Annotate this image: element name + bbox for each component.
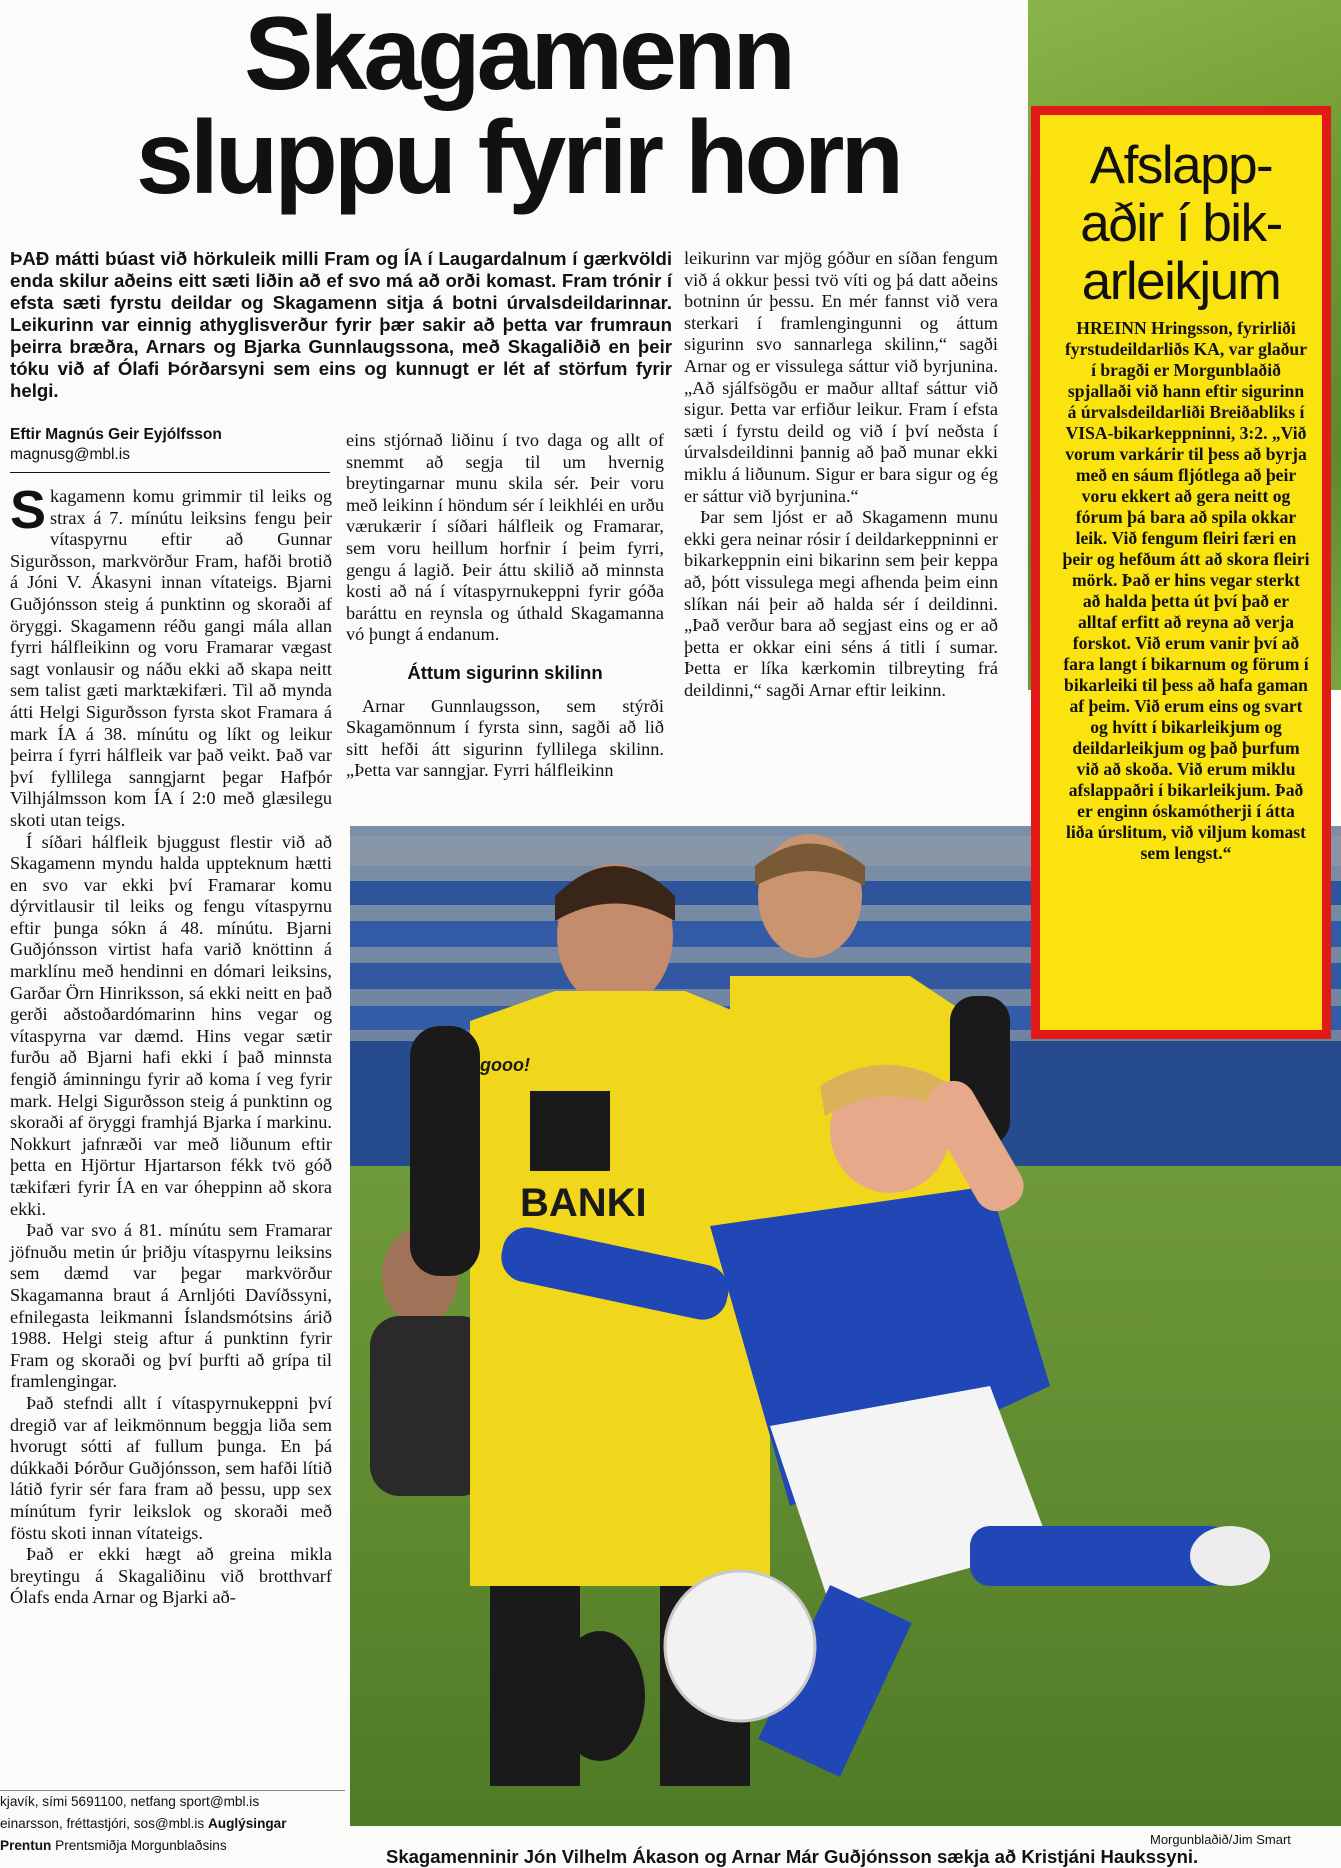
paragraph: Arnar Gunnlaugsson, sem stýrði Skagamönnum í fyrsta sinn, sagði að lið sitt hefði átt sigurinn fyllilega skilinn. „Þetta var sanngjar. Fyrri hálfleikinn	[346, 695, 664, 781]
sidebar-title-line: arleikjum	[1081, 252, 1281, 311]
paragraph: Það var svo á 81. mínútu sem Framarar jöfnuðu metin úr þriðju vítaspyrnu leiksins sem dæmd var þegar markvörður Skagamanna braut á Arnljóti Davíðssyni, efnilegasta leikmanni Íslandsmótsins árið 1988. Helgi steig aftur á punktinn fyrir Fram og skoraði og því þurfti að grípa til framlengingar.	[10, 1220, 332, 1392]
byline-email[interactable]: magnusg@mbl.is	[10, 446, 130, 463]
paragraph: Þar sem ljóst er að Skagamenn munu ekki gera neinar rósir í deildarkeppninni er bikarkeppnin eini bikarinn sem þeir keppa að, þótt vissulega megi afhenda þeim einn slíkan nái þeir að halda sér í deildinni. „Það verður bara að segjast eins og er að þetta er okkar eini séns á titli í sumar. Þetta er líka kærkomin tilbreyting frá deildinni,“ sagði Arnar eftir leikinn.	[684, 507, 998, 700]
footer-print-text: Prentsmiðja Morgunblaðsins	[55, 1838, 227, 1853]
article-column-3	[684, 248, 998, 701]
paragraph: leikurinn var mjög góður en síðan fengum við á okkur þessi tvö víti og þá datt aðeins botninn úr þessu. En mér fannst við vera sterkari í framlengingunni og áttum sigurinn svo sannarlega skilinn,“ sagði Arnar og er vissulega sáttur við byrjunina. „Að sjálfsögðu er maður alltaf sáttur við sigur. Þetta var erfiður leikur. Fram í efsta sæti í fyrstu deild og við í því neðsta í úrvalsdeildinni þannig að það munar ekki miklu á liðunum. Sigur er bara sigur og ég er sáttur við byrjunina.“	[684, 248, 998, 506]
paragraph-text: kagamenn komu grimmir til leiks og strax á 7. mínútu leiksins fengu þeir vítaspyrnu eftir að Gunnar Sigurðsson, markvörður Fram, hafði brotið á Jóni V. Ákasyni innan vítateigs. Bjarni Guðjónsson steig á punktinn og skoraði af öryggi. Skagamenn réðu gangi mála allan fyrri hálfleikinn og voru Framarar vægast sagt vonlausir og náðu ekki að skapa neitt sem talist gæti marktækifæri. Til að mynda átti Helgi Sigurðsson fyrsta skot Framara á mark ÍA á 38. mínútu og líkt og leikur þeirra í fyrri hálfleik var það veikt. Það var því fyllilega sanngjarnt þegar Hafþór Vilhjálmsson kom ÍA í 2:0 með glæsilegu skoti utan teigs.	[10, 486, 332, 830]
divider	[10, 472, 330, 473]
headline-line-1: Skagamenn	[244, 0, 792, 112]
shirt-sponsor-text: BANKI	[520, 1181, 647, 1225]
footer-ads-label: Auglýsingar	[207, 1816, 287, 1831]
paragraph: Það er ekki hægt að greina mikla breytingu á Skagaliðinu við brotthvarf Ólafs enda Arnar og Bjarki að-	[10, 1544, 332, 1608]
footer-print-line	[0, 1838, 345, 1853]
footer-editor-text: einarsson, fréttastjóri, sos@mbl.is	[0, 1816, 205, 1831]
sidebar-title-line: Afslapp-	[1089, 136, 1273, 195]
paragraph: Það stefndi allt í vítaspyrnukeppni því dregið var af leikmönnum beggja liða sem hvorugt sótti af fullum þunga. En þá dúkkaði Þórður Guðjónsson, sem hafði lítið látið fyrir sér fara fram að þessu, upp sex mínútum fyrir leikslok og skoraði með föstu skoti innan vítateigs.	[10, 1392, 332, 1543]
footer-print-label: Prentun	[0, 1838, 52, 1853]
sidebar-body: HREINN Hringsson, fyrirliði fyrstudeildarliðs KA, var glaður í bragði er Morgunblaðið spjallaði við hann eftir sigurinn á úrvalsdeildarliði Breiðabliks í VISA-bikarkeppninni, 3:2. „Við vorum varkárir til þess að byrja með en sáum fljótlega að þeir voru ekkert að gera neitt og fórum þá bara að spila okkar leik. Við fengum fleiri færi en þeir og hefðum átt að skora fleiri mörk. Það er hins vegar sterkt að halda þetta út því það er alltaf erfitt að reyna að verja forskot. Við erum vanir því að fara langt í bikarnum og förum í bikarleiki til þess að hafa gaman af þeim. Við erum eins og svart og hvítt í bikarleikjum og deildarleikjum og það þurfum við að skoða. Við erum miklu afslappaðri í bikarleikjum. Það er enginn óskamótherji í átta liða úrslitum, við viljum komast sem lengst.“	[1062, 318, 1310, 863]
sidebar-box	[1031, 106, 1331, 1039]
page-title	[18, 0, 1018, 216]
paragraph	[10, 480, 332, 832]
photo-caption: Skagamenninir Jón Vilhelm Ákason og Arnar Már Guðjónsson sækja að Kristjáni Haukssyni.	[386, 1846, 1199, 1867]
footer-editor-line	[0, 1816, 345, 1831]
drop-cap: S	[10, 480, 47, 540]
sidebar-title	[1040, 137, 1322, 311]
footer-contact-line: kjavík, sími 5691100, netfang sport@mbl.is	[0, 1794, 260, 1809]
paragraph: Í síðari hálfleik bjuggust flestir við að Skagamenn myndu halda uppteknum hætti en svo var ekki því Framarar komu dýrvitlausir til leiks og fengu vítaspyrnu eftir þunga sókn á 48. mínútu. Bjarni Guðjónsson virtist hafa varið knöttinn á marklínu með hendinni en dómari leiksins, Garðar Örn Hinriksson, sá ekki neitt en það gerði aðstoðardómarinn hins vegar og vítaspyrna var dæmd. Hins vegar sætir furðu að Bjarni hafi ekki í það minnsta fengið áminningu fyrir að koma í veg fyrir mark. Helgi Sigurðsson steig á punktinn og skoraði af öryggi framhjá Bjarka í markinu. Nokkurt jafnræði var með liðunum eftir þetta en Hjörtur Hjartarson fékk tvö góð tækifæri fyrir ÍA en var óheppinn að skora ekki.	[10, 831, 332, 1219]
football	[665, 1571, 815, 1721]
sidebar-title-line: aðir í bik-	[1080, 194, 1282, 253]
subheading: Áttum sigurinn skilinn	[407, 661, 603, 683]
photo-credit: Morgunblaðið/Jim Smart	[1150, 1832, 1291, 1847]
article-column-1	[10, 480, 332, 1609]
byline-author: Eftir Magnús Geir Eyjólfsson	[10, 426, 222, 443]
article-column-2	[346, 430, 664, 782]
paragraph: eins stjórnað liðinu í tvo daga og allt of snemmt að segja til um hvernig breytingarnar munu skila sér. Þeir voru með leikinn í höndum sér í leikhléi en urðu værukærir í síðari hálfleik og Framarar, sem voru heillum horfnir í þeim fyrri, gengu á lagið. Þeir áttu skilið að minnsta kosti að ná í vítaspyrnukeppni fyrir góða baráttu en reynsla og úthald Skagamanna vó þungt á endanum.	[346, 430, 664, 645]
divider	[0, 1790, 345, 1791]
headline-line-2: sluppu fyrir horn	[136, 100, 900, 216]
lede: ÞAÐ mátti búast við hörkuleik milli Fram og ÍA í Laugardalnum í gærkvöldi enda skilur aðeins eitt sæti liðin að ef svo má að orði komast. Fram trónir í efsta sæti fyrstu deildar og Skagamenn sitja á botni úrvalsdeildarinnar. Leikurinn var einnig athyglisverður fyrir þær sakir að þetta var frumraun þeirra bræðra, Arnars og Bjarka Gunnlaugssona, með Skagaliðið en þeir tóku við af Ólafi Þórðarsyni sem eins og kunnugt er lét af störfum fyrir helgi.	[10, 248, 672, 401]
shirt-brand-text: gooo!	[480, 1055, 530, 1075]
